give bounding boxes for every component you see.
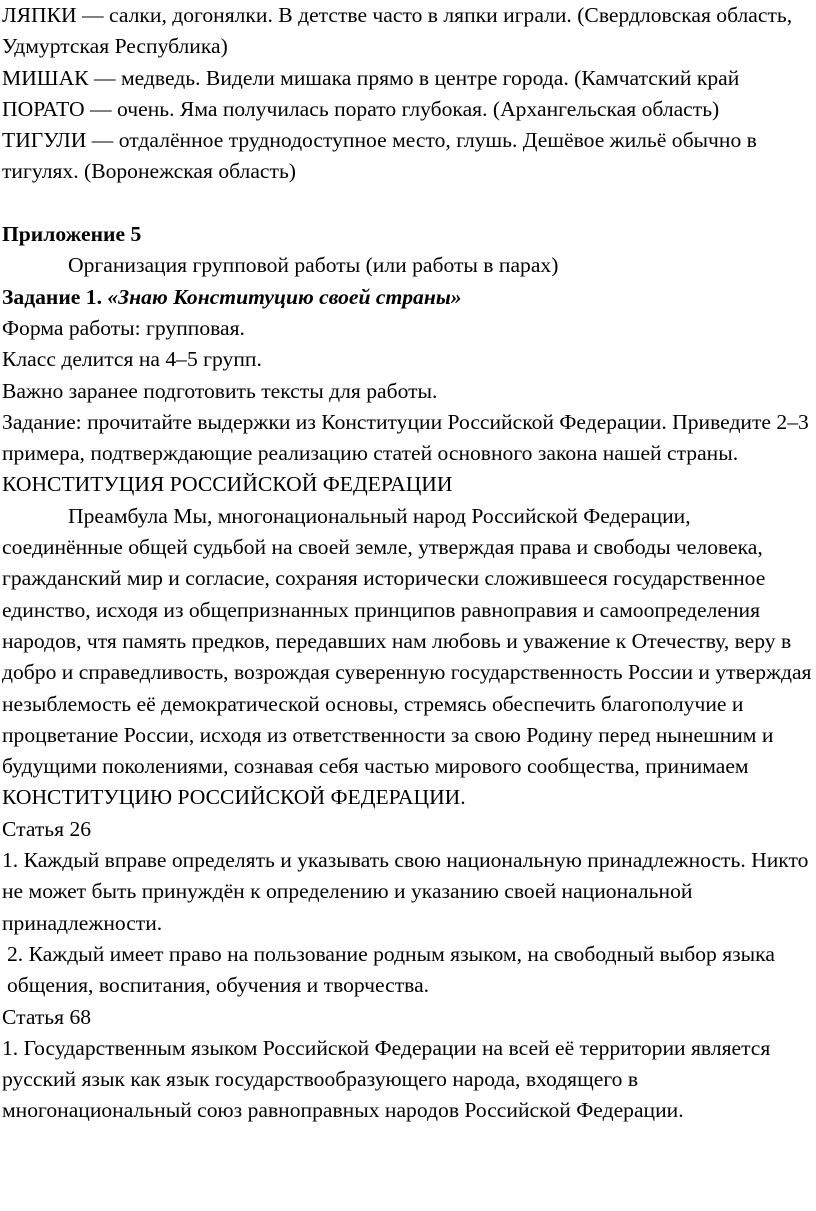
glossary-term: ПОРАТО: [2, 96, 85, 121]
task-line-form: Форма работы: групповая.: [2, 315, 245, 340]
article-26-title: Статья 26: [2, 816, 92, 841]
appendix-subheading: Организация групповой работы (или работы в парах): [68, 253, 559, 278]
task-line-assignment: Задание: прочитайте выдержки из Конституции Российской Федерации. Приведите 2–3 примера, подтверждающие реализацию статей основного закона нашей страны. КОНСТИТУЦИЯ РОССИЙСКОЙ ФЕДЕРАЦИИ: [2, 409, 809, 497]
article-26-clause-1: 1. Каждый вправе определять и указывать свою национальную принадлежность. Никто не может быть принуждён к определению и указанию своей национальной принадлежности.: [2, 848, 809, 935]
task-title: «Знаю Конституцию своей страны»: [107, 284, 462, 309]
appendix-heading: Приложение 5: [2, 222, 142, 247]
glossary-definition: — медведь. Видели мишака прямо в центре города. (Камчатский край: [88, 65, 740, 90]
task-line-groups: Класс делится на 4–5 групп.: [2, 347, 262, 372]
glossary-entry-mishak: [2, 63, 814, 94]
glossary-term: МИШАК: [2, 65, 89, 90]
task-line-prepare: Важно заранее подготовить тексты для работы.: [2, 378, 438, 403]
glossary-definition: — очень. Яма получилась порато глубокая. (Архангельская область): [84, 96, 720, 121]
glossary-definition: — отдалённое труднодоступное место, глушь. Дешёвое жильё обычно в тигулях. (Воронежская область): [2, 128, 757, 184]
document-page: [2, 0, 814, 1127]
task-separator: .: [96, 284, 108, 309]
blank-line: [2, 188, 814, 219]
article-26-clause-2: 2. Каждый имеет право на пользование родным языком, на свободный выбор языка общения, воспитания, обучения и творчества.: [7, 941, 775, 998]
constitution-preamble: Преамбула Мы, многонациональный народ Российской Федерации, соединённые общей судьбой на своей земле, утверждая права и свободы человека, гражданский мир и согласие, сохраняя исторически сложившееся государственное единство, исходя из общепризнанных принципов равноправия и самоопределения народов, чтя память предков, передавших нам любовь и уважение к Отечеству, веру в добро и справедливость, возрождая суверенную государственность России и утверждая незыблемость её демократической основы, стремясь обеспечить благополучие и процветание России, исходя из ответственности за свою Родину перед нынешним и будущими поколениями, сознавая себя частью мирового сообщества, принимаем КОНСТИТУЦИЮ РОССИЙСКОЙ ФЕДЕРАЦИИ.: [2, 503, 812, 810]
glossary-definition: — салки, догонялки. В детстве часто в ляпки играли. (Свердловская область, Удмуртская Республика): [2, 3, 793, 59]
glossary-entry-lyapki: [2, 0, 814, 63]
glossary-entry-porato: [2, 94, 814, 125]
article-68-title: Статья 68: [2, 1004, 92, 1029]
glossary-entry-tiguli: [2, 125, 814, 188]
glossary-term: ЛЯПКИ: [2, 3, 77, 27]
glossary-term: ТИГУЛИ: [2, 128, 87, 153]
article-68-clause-1: 1. Государственным языком Российской Федерации на всей её территории является русский язык как язык государствообразующего народа, входящего в многонациональный союз равноправных народов Российской Федерации.: [2, 1035, 771, 1123]
task-label: Задание 1: [2, 284, 97, 309]
task-heading: [2, 282, 814, 313]
